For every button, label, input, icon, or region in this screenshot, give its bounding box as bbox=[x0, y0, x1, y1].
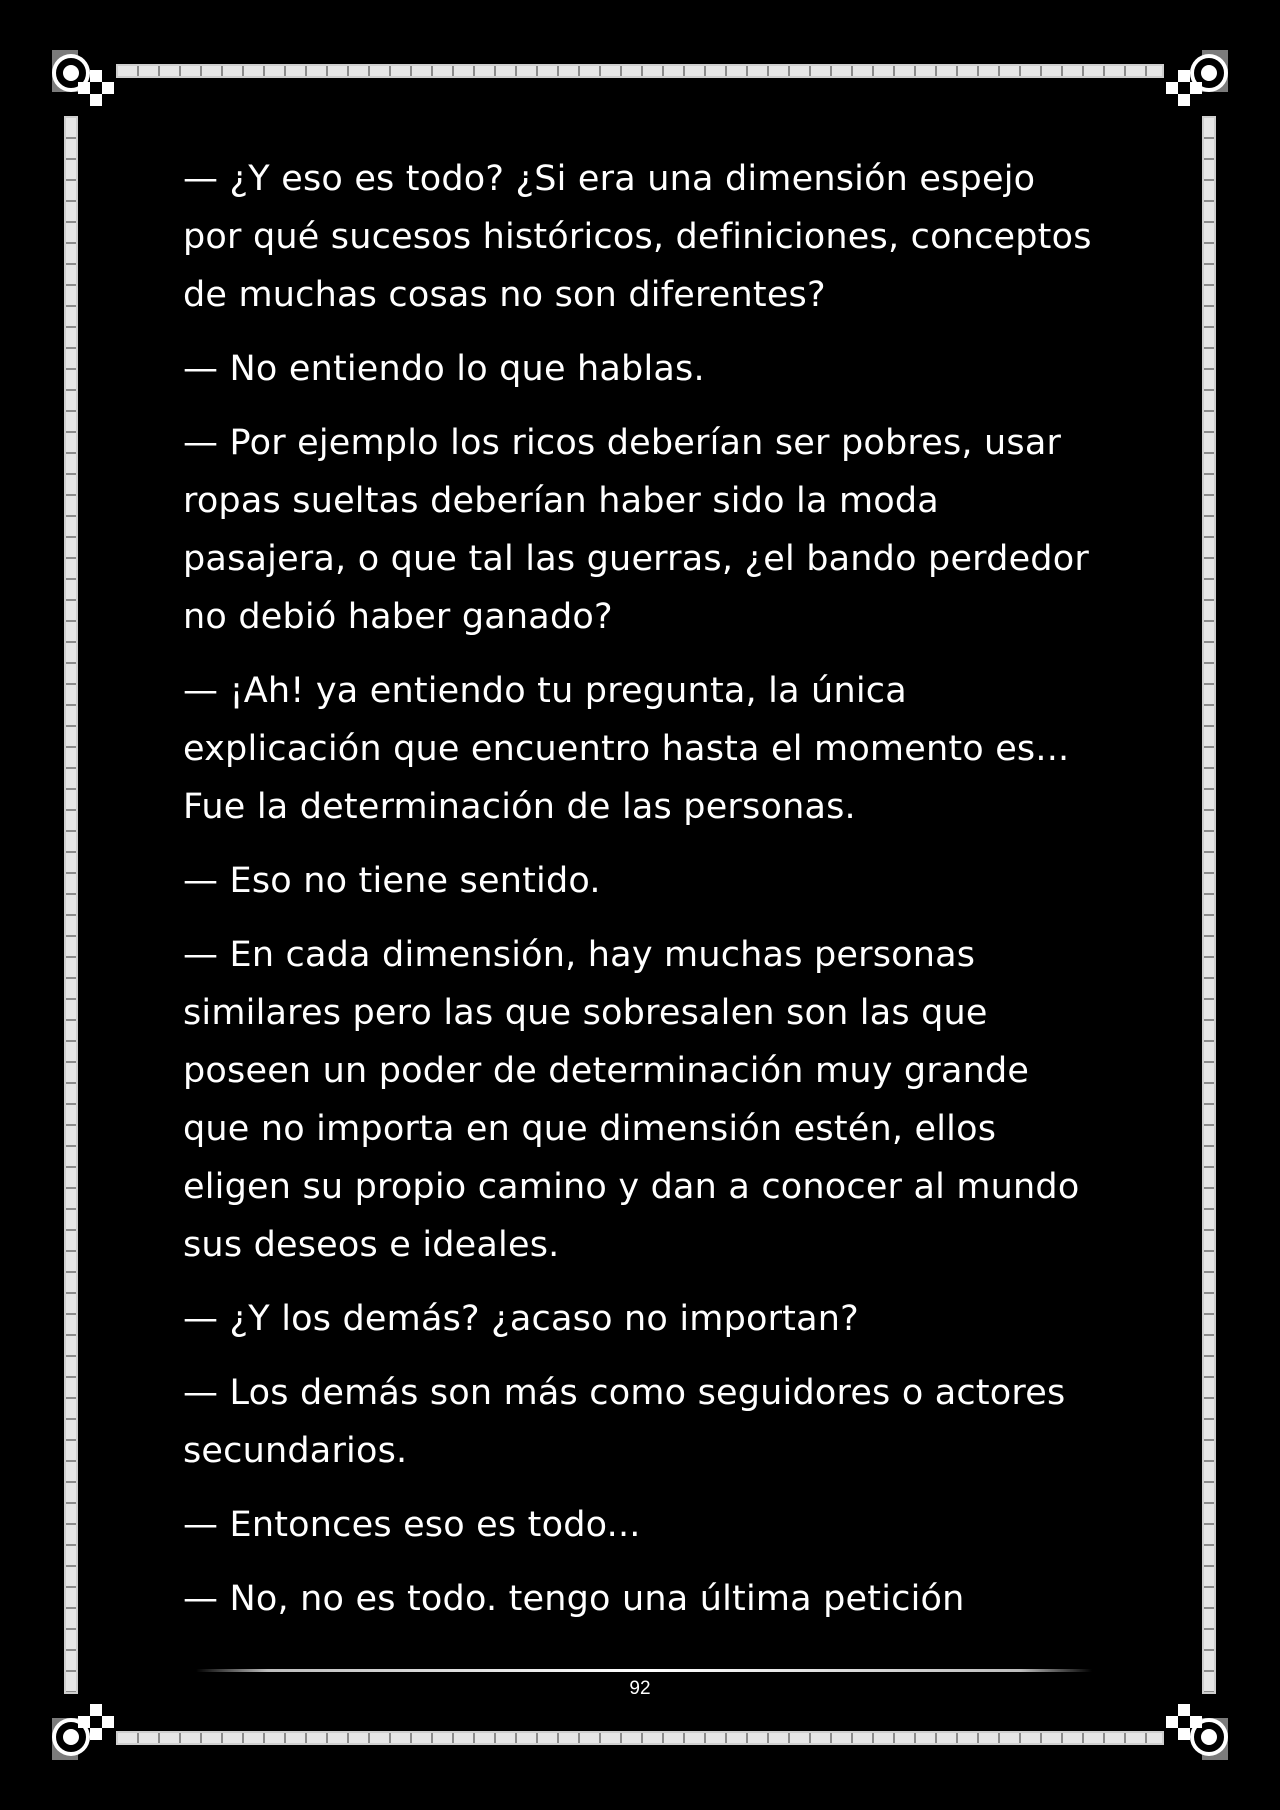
footer-divider bbox=[196, 1669, 1092, 1672]
dialogue-paragraph: — Los demás son más como seguidores o actores secundarios. bbox=[183, 1373, 1066, 1471]
dialogue-paragraph: — Eso no tiene sentido. bbox=[183, 861, 601, 901]
frame-border-right bbox=[1202, 116, 1216, 1694]
page-number: 92 bbox=[629, 1678, 651, 1699]
dialogue-paragraph: — No, no es todo. tengo una última petición bbox=[183, 1579, 965, 1619]
dialogue-paragraph: — Entonces eso es todo... bbox=[183, 1505, 641, 1545]
corner-ornament-bottom-right-icon bbox=[1158, 1690, 1228, 1760]
dialogue-paragraph: — ¡Ah! ya entiendo tu pregunta, la única explicación que encuentro hasta el momento es... Fue la determinación de las personas. bbox=[183, 671, 1070, 827]
frame-border-left bbox=[64, 116, 78, 1694]
frame-border-bottom bbox=[116, 1731, 1164, 1745]
corner-ornament-top-right-icon bbox=[1158, 50, 1228, 120]
page-text-body bbox=[183, 150, 1103, 1644]
corner-ornament-bottom-left-icon bbox=[52, 1690, 122, 1760]
dialogue-paragraph: — No entiendo lo que hablas. bbox=[183, 349, 705, 389]
frame-border-top bbox=[116, 64, 1164, 78]
corner-ornament-top-left-icon bbox=[52, 50, 122, 120]
dialogue-paragraph: — En cada dimensión, hay muchas personas similares pero las que sobresalen son las que poseen un poder de determinación muy grande que no importa en que dimensión estén, ellos eligen su propio camino y dan a conocer al mundo sus deseos e ideales. bbox=[183, 935, 1080, 1265]
dialogue-paragraph: — ¿Y eso es todo? ¿Si era una dimensión espejo por qué sucesos históricos, definiciones, conceptos de muchas cosas no son diferentes? bbox=[183, 159, 1092, 315]
dialogue-paragraph: — Por ejemplo los ricos deberían ser pobres, usar ropas sueltas deberían haber sido la moda pasajera, o que tal las guerras, ¿el bando perdedor no debió haber ganado? bbox=[183, 423, 1089, 637]
dialogue-paragraph: — ¿Y los demás? ¿acaso no importan? bbox=[183, 1299, 859, 1339]
